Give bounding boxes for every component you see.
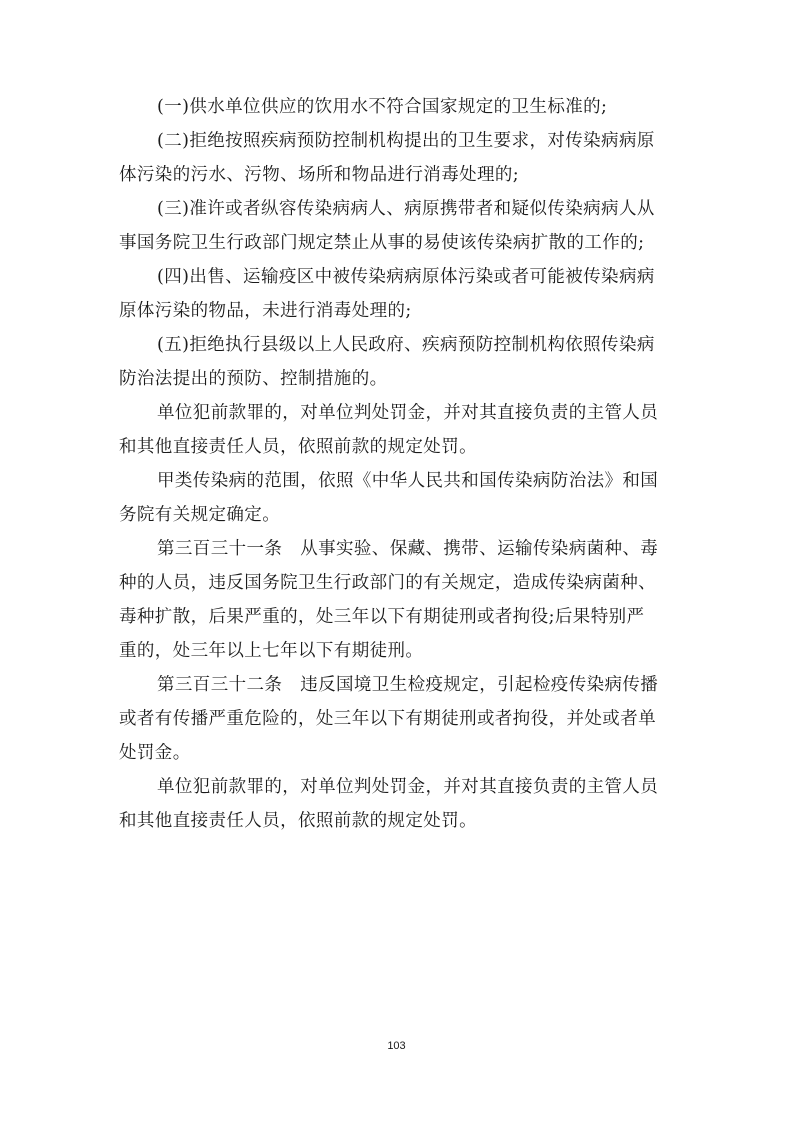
text-line: 事国务院卫生行政部门规定禁止从事的易使该传染病扩散的工作的; <box>119 233 645 253</box>
text-line: 处罚金。 <box>119 743 191 763</box>
text-line: 或者有传播严重危险的，处三年以下有期徒刑或者拘役，并处或者单 <box>119 709 656 729</box>
text-line: 和其他直接责任人员，依照前款的规定处罚。 <box>119 811 477 831</box>
text-line: 单位犯前款罪的，对单位判处罚金，并对其直接负责的主管人员 <box>157 777 659 797</box>
text-line: 体污染的污水、污物、场所和物品进行消毒处理的; <box>119 165 520 185</box>
text-line: (一)供水单位供应的饮用水不符合国家规定的卫生标准的; <box>157 97 608 117</box>
text-line: (五)拒绝执行县级以上人民政府、疾病预防控制机构依照传染病 <box>157 335 655 355</box>
text-line: 务院有关规定确定。 <box>119 505 281 525</box>
page-number: 103 <box>387 1040 406 1052</box>
text-line: 毒种扩散，后果严重的，处三年以下有期徒刑或者拘役;后果特别严 <box>119 607 645 627</box>
text-line: 第三百三十二条 违反国境卫生检疫规定，引起检疫传染病传播 <box>157 675 659 695</box>
text-line: (二)拒绝按照疾病预防控制机构提出的卫生要求，对传染病病原 <box>157 131 655 151</box>
text-line: 第三百三十一条 从事实验、保藏、携带、运输传染病菌种、毒 <box>157 539 659 559</box>
text-line: 单位犯前款罪的，对单位判处罚金，并对其直接负责的主管人员 <box>157 403 659 423</box>
text-line: 重的，处三年以上七年以下有期徒刑。 <box>119 641 424 661</box>
text-line: 防治法提出的预防、控制措施的。 <box>119 369 388 389</box>
text-line: 原体污染的物品，未进行消毒处理的; <box>119 301 412 321</box>
text-line: (三)准许或者纵容传染病病人、病原携带者和疑似传染病病人从 <box>157 199 655 219</box>
text-line: 和其他直接责任人员，依照前款的规定处罚。 <box>119 437 477 457</box>
text-line: (四)出售、运输疫区中被传染病病原体污染或者可能被传染病病 <box>157 267 655 287</box>
text-line: 种的人员，违反国务院卫生行政部门的有关规定，造成传染病菌种、 <box>119 573 656 593</box>
document-body <box>119 94 675 842</box>
text-line: 甲类传染病的范围，依照《中华人民共和国传染病防治法》和国 <box>157 471 659 491</box>
